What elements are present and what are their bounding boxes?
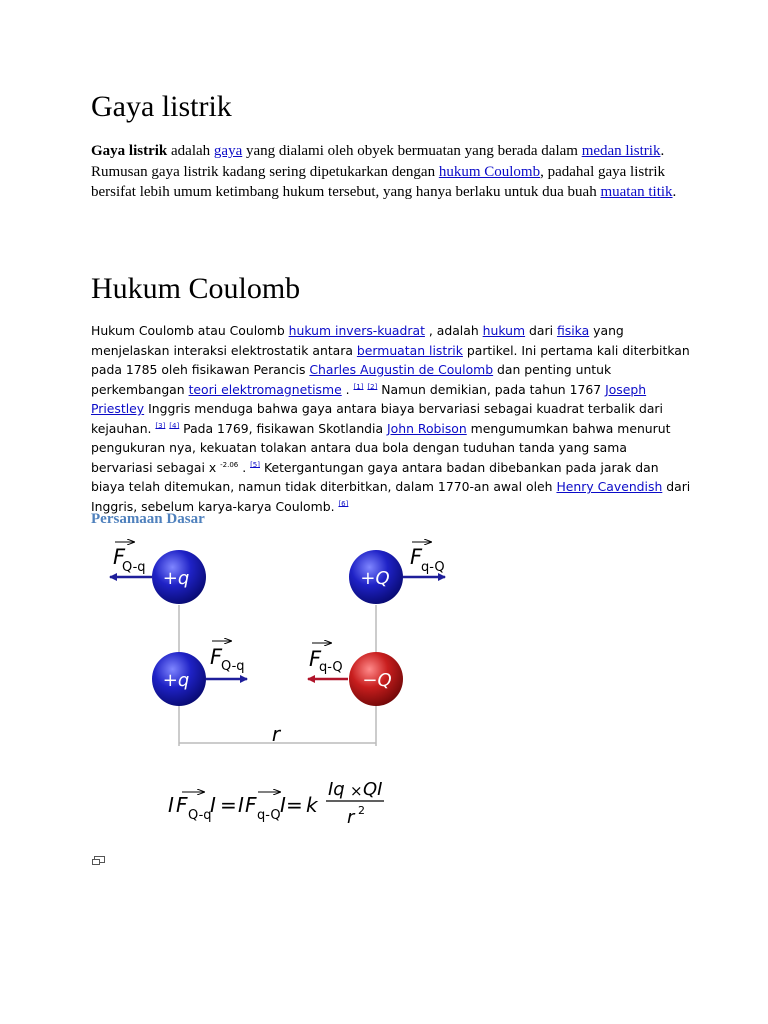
text-run: Ketergantungan gaya antara badan dibebankan pada jarak dan biaya telah ditemukan, namun tidak diterbitkan, dalam 1770-an awal oleh xyxy=(91,459,659,494)
charge-label-bottom-right: −Q xyxy=(362,670,392,691)
force-label-top-right-F: F xyxy=(410,545,423,569)
embed-object-icon[interactable] xyxy=(92,856,105,865)
text-run: yang menjelaskan interaksi elektrostatik antara xyxy=(91,323,624,358)
force-label-top-left-F: F xyxy=(113,545,126,569)
formula-numerator-q: Iq xyxy=(328,779,345,800)
section-title-gaya-listrik: Gaya listrik xyxy=(91,90,232,123)
formula-exponent: 2 xyxy=(358,804,365,817)
inline-link[interactable]: bermuatan listrik xyxy=(356,342,463,358)
text-run: Inggris menduga bahwa gaya antara biaya bervariasi sebagai kuadrat terbalik dari kejauhan. xyxy=(91,401,663,436)
citation-link[interactable]: [1] xyxy=(353,382,364,391)
formula-sub-2: q-Q xyxy=(257,808,281,823)
formula-numerator-Q: QI xyxy=(363,779,383,800)
text-run: Pada 1769, fisikawan Skotlandia xyxy=(179,420,388,436)
text-run: mengumumkan bahwa menurut pengukuran nya, kekuatan tolakan antara dua bola dengan tuduhan tanda yang sama bervariasi sebagai x xyxy=(91,420,671,475)
formula-bar-2: I xyxy=(210,793,216,817)
citation-link[interactable]: [5] xyxy=(250,460,260,469)
text-run: . xyxy=(238,459,251,475)
formula-k: k xyxy=(306,793,318,817)
hukum-coulomb-paragraph xyxy=(91,321,691,516)
inline-link[interactable]: gaya xyxy=(213,143,243,159)
force-label-bottom-right-F: F xyxy=(309,647,322,671)
coulomb-law-figure xyxy=(90,530,460,840)
force-label-bottom-left-F: F xyxy=(210,645,223,669)
text-run: partikel. Ini pertama kali diterbitkan pada 1785 oleh fisikawan Perancis xyxy=(91,342,690,377)
text-run: . xyxy=(672,184,677,200)
formula-F-1: F xyxy=(176,793,188,817)
formula-eq-2: = xyxy=(286,793,303,817)
force-label-top-left-sub: Q-q xyxy=(122,560,146,575)
inline-link[interactable]: teori elektromagnetisme xyxy=(188,381,342,397)
charge-label-top-right: +Q xyxy=(360,568,390,589)
citation-ref[interactable] xyxy=(155,421,165,429)
text-run: yang dialami oleh obyek bermuatan yang berada dalam xyxy=(242,143,582,159)
formula-bar-3: I xyxy=(238,793,244,817)
citation-link[interactable]: [3] xyxy=(155,421,166,430)
charge-label-top-left: +q xyxy=(162,568,190,589)
text-run: , padahal gaya listrik bersifat lebih umum ketimbang hukum tersebut, yang hanya berlaku untuk dua buah xyxy=(91,163,666,200)
subsection-title-persamaan-dasar: Persamaan Dasar xyxy=(91,511,205,527)
citation-ref[interactable] xyxy=(367,382,377,390)
citation-link[interactable]: [4] xyxy=(169,421,180,430)
charge-label-bottom-left: +q xyxy=(162,670,190,691)
section-title-hukum-coulomb: Hukum Coulomb xyxy=(91,272,301,305)
formula-times: × xyxy=(350,782,363,800)
bold-term: Gaya listrik xyxy=(91,143,168,159)
text-run: . Rumusan gaya listrik kadang sering dipetukarkan dengan xyxy=(91,143,665,180)
text-run: dari xyxy=(525,323,557,338)
exponent-text: -2.06 xyxy=(220,460,239,469)
text-run: dari Inggris, sebelum karya-karya Coulomb. xyxy=(91,479,691,514)
formula-F-2: F xyxy=(245,793,257,817)
inline-link[interactable]: medan listrik xyxy=(581,143,661,159)
formula-bar-1: I xyxy=(168,793,174,817)
citation-ref[interactable] xyxy=(250,460,260,468)
formula-eq-1: = xyxy=(220,793,237,817)
force-label-bottom-right-sub: q-Q xyxy=(319,660,343,675)
inline-link[interactable]: muatan titik xyxy=(600,184,673,200)
force-label-top-right-sub: q-Q xyxy=(421,560,445,575)
citation-link[interactable]: [2] xyxy=(367,382,378,391)
text-run: . xyxy=(341,381,354,397)
citation-ref[interactable] xyxy=(169,421,179,429)
inline-link[interactable]: fisika xyxy=(556,323,590,338)
citation-link[interactable]: [6] xyxy=(338,499,349,508)
text-run: Namun demikian, pada tahun 1767 xyxy=(377,381,606,397)
formula-bar-4: I xyxy=(280,793,286,817)
force-label-bottom-left-sub: Q-q xyxy=(221,659,245,674)
formula-denominator-r: r xyxy=(347,807,355,828)
inline-link[interactable]: hukum xyxy=(482,323,526,338)
inline-link[interactable]: Charles Augustin de Coulomb xyxy=(309,362,494,377)
inline-link[interactable]: Joseph Priestley xyxy=(91,381,647,416)
text-run: Hukum Coulomb atau Coulomb xyxy=(91,323,289,338)
citation-ref[interactable] xyxy=(354,382,364,390)
inline-link[interactable]: hukum invers-kuadrat xyxy=(288,323,425,338)
text-run: dan penting untuk perkembangan xyxy=(91,362,612,397)
inline-link[interactable]: Henry Cavendish xyxy=(556,479,663,494)
gaya-listrik-paragraph xyxy=(91,141,681,203)
inline-link[interactable]: John Robison xyxy=(387,420,467,436)
text-run: adalah xyxy=(167,143,214,159)
inline-link[interactable]: hukum Coulomb xyxy=(438,163,541,180)
formula-sub-1: Q-q xyxy=(188,808,212,823)
distance-label: r xyxy=(271,722,281,746)
citation-ref[interactable] xyxy=(338,499,348,507)
text-run: , adalah xyxy=(424,323,483,338)
